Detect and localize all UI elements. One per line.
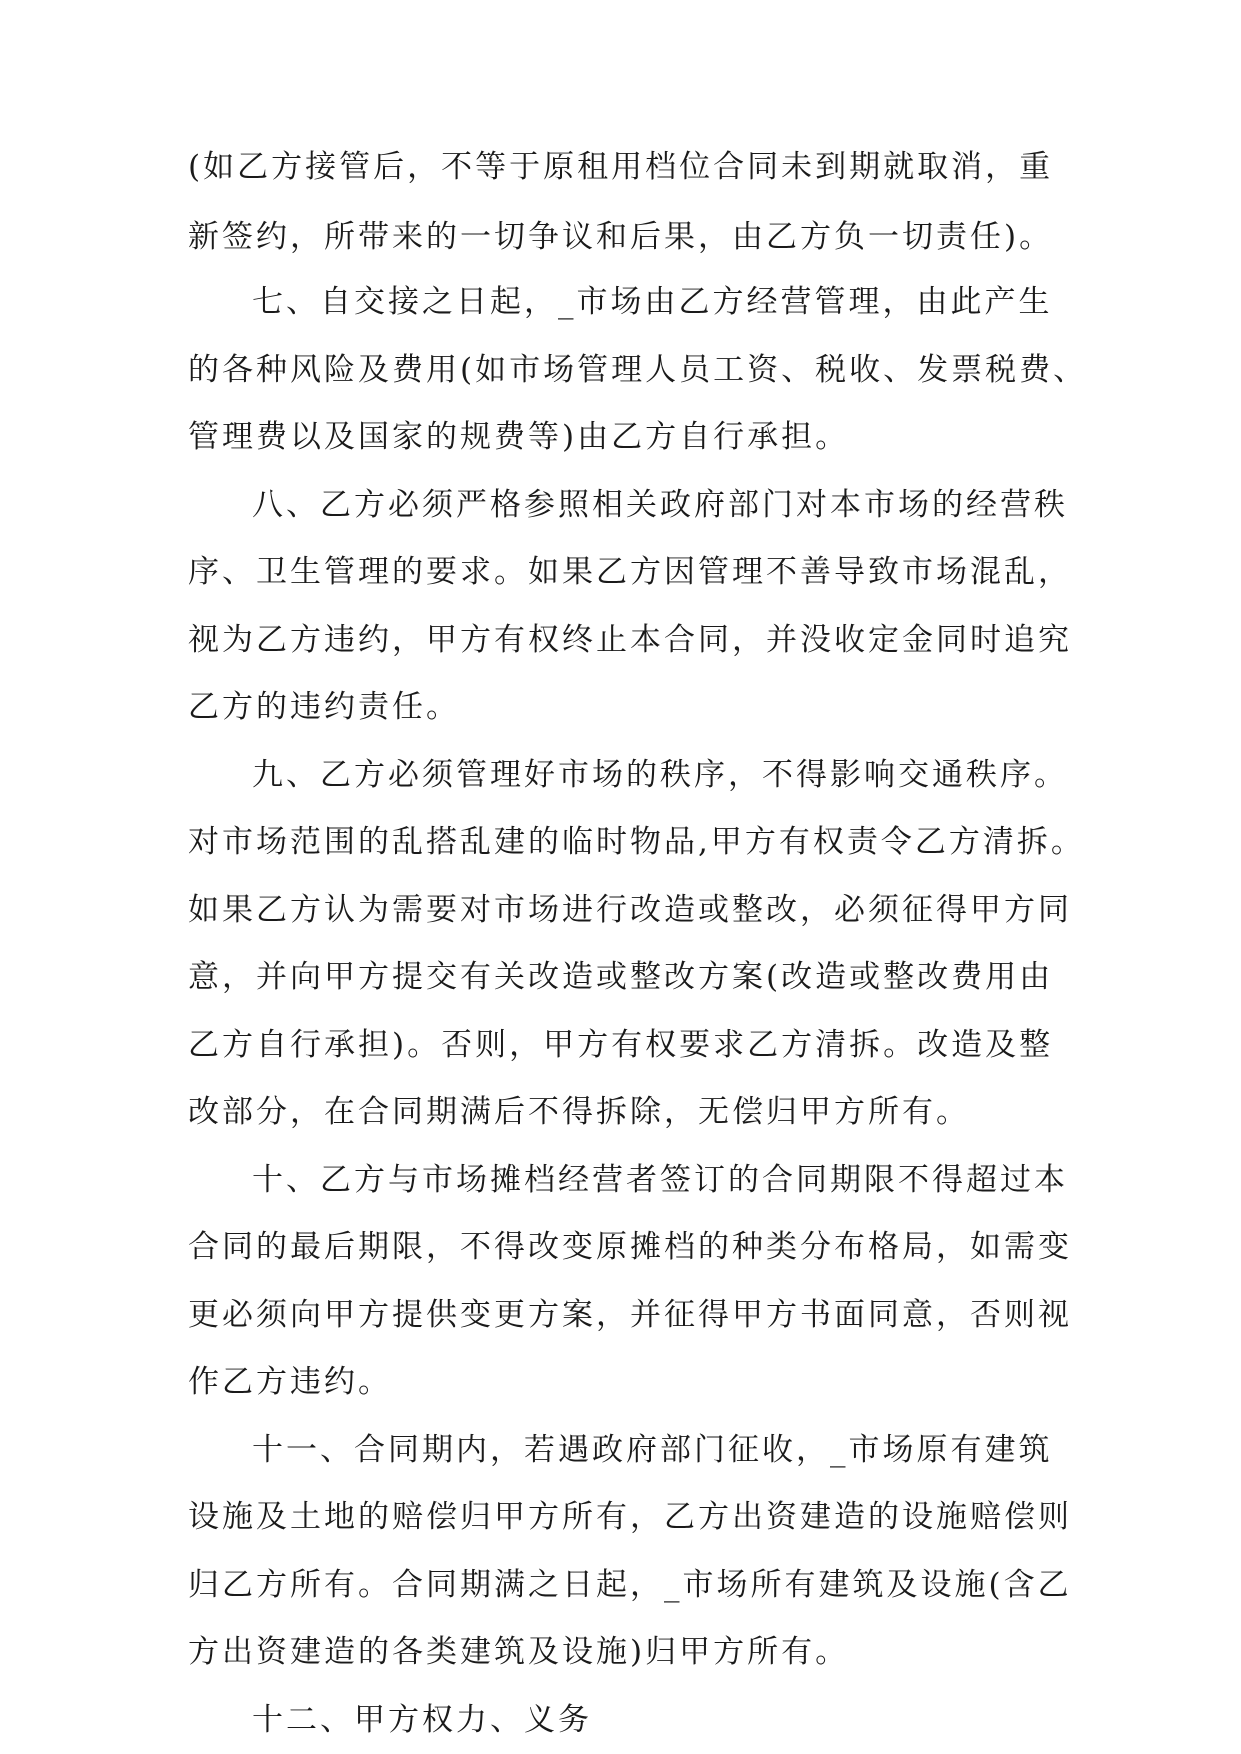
text-line: 序、卫生管理的要求。如果乙方因管理不善导致市场混乱， <box>188 554 1072 590</box>
text-line: 乙方自行承担)。否则，甲方有权要求乙方清拆。改造及整 <box>188 1027 1054 1063</box>
text-line: 合同的最后期限，不得改变原摊档的种类分布格局，如需变 <box>188 1229 1072 1265</box>
text-line: 改部分，在合同期满后不得拆除，无偿归甲方所有。 <box>188 1094 970 1130</box>
text-line: (如乙方接管后，不等于原租用档位合同未到期就取消，重 <box>188 149 1054 185</box>
text-line: 九、乙方必须管理好市场的秩序，不得影响交通秩序。 <box>252 757 1068 793</box>
text-line: 十一、合同期内，若遇政府部门征收，_市场原有建筑 <box>252 1432 1053 1468</box>
text-line: 更必须向甲方提供变更方案，并征得甲方书面同意，否则视 <box>188 1297 1072 1333</box>
text-line: 的各种风险及费用(如市场管理人员工资、税收、发票税费、 <box>188 352 1088 388</box>
text-line: 八、乙方必须严格参照相关政府部门对本市场的经营秩 <box>252 487 1068 523</box>
text-line: 七、自交接之日起，_市场由乙方经营管理，由此产生 <box>252 284 1053 320</box>
text-line: 管理费以及国家的规费等)由乙方自行承担。 <box>188 419 850 455</box>
text-line: 归乙方所有。合同期满之日起，_市场所有建筑及设施(含乙 <box>188 1567 1072 1603</box>
text-line: 方出资建造的各类建筑及设施)归甲方所有。 <box>188 1634 850 1670</box>
text-line: 对市场范围的乱搭乱建的临时物品,甲方有权责令乙方清拆。 <box>188 824 1085 860</box>
text-line: 新签约，所带来的一切争议和后果，由乙方负一切责任)。 <box>188 219 1054 255</box>
text-line: 作乙方违约。 <box>188 1364 392 1400</box>
text-line: 设施及土地的赔偿归甲方所有，乙方出资建造的设施赔偿则 <box>188 1499 1072 1535</box>
text-line: 如果乙方认为需要对市场进行改造或整改，必须征得甲方同 <box>188 892 1072 928</box>
text-line: 乙方的违约责任。 <box>188 689 460 725</box>
text-line: 视为乙方违约，甲方有权终止本合同，并没收定金同时追究 <box>188 622 1072 658</box>
text-line: 十、乙方与市场摊档经营者签订的合同期限不得超过本 <box>252 1162 1068 1198</box>
text-line: 十二、甲方权力、义务 <box>252 1702 592 1738</box>
text-line: 意，并向甲方提交有关改造或整改方案(改造或整改费用由 <box>188 959 1054 995</box>
